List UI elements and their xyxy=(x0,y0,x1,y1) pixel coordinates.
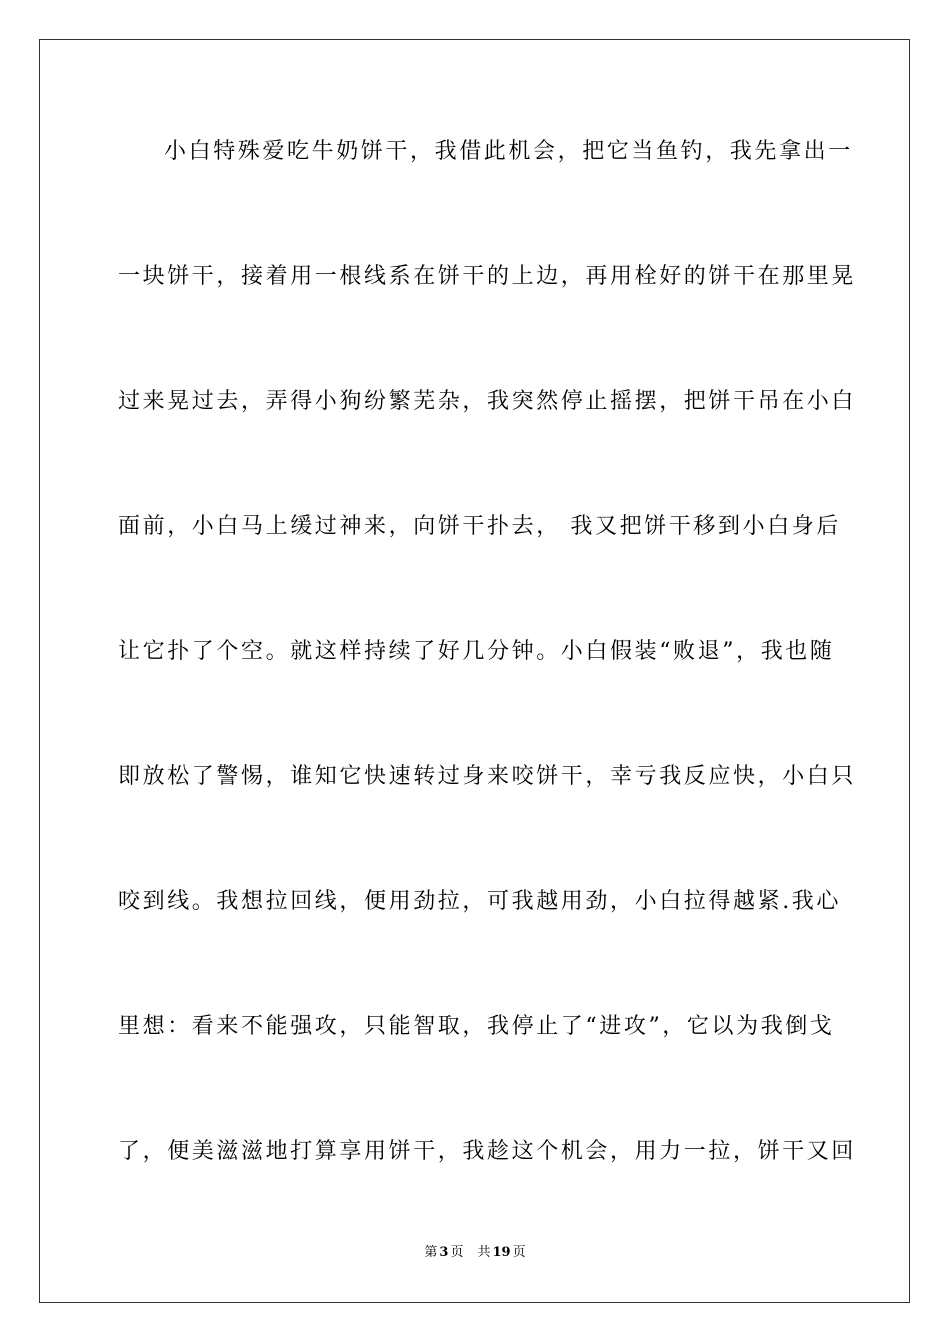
total-suffix: 页 xyxy=(512,1245,526,1260)
page-border xyxy=(39,39,910,1303)
paragraph-line: 咬到线。我想拉回线，便用劲拉，可我越用劲，小白拉得越紧.我心 xyxy=(118,889,841,914)
page-suffix: 页 xyxy=(450,1245,464,1260)
paragraph-line: 即放松了警惕，谁知它快速转过身来咬饼干，幸亏我反应快，小白只 xyxy=(118,764,857,789)
paragraph-line: 小白特殊爱吃牛奶饼干，我借此机会，把它当鱼钓，我先拿出一 xyxy=(164,139,853,164)
paragraph-line: 了，便美滋滋地打算享用饼干，我趁这个机会，用力一拉，饼干又回 xyxy=(118,1139,857,1164)
paragraph-line: 一块饼干，接着用一根线系在饼干的上边，再用栓好的饼干在那里晃 xyxy=(118,264,857,289)
page-number: 3 xyxy=(439,1245,449,1260)
total-prefix: 共 xyxy=(477,1245,491,1260)
page-footer xyxy=(0,1244,950,1262)
total-pages: 19 xyxy=(492,1245,511,1260)
paragraph-line: 过来晃过去，弄得小狗纷繁芜杂，我突然停止摇摆，把饼干吊在小白 xyxy=(118,389,857,414)
paragraph-line: 让它扑了个空。就这样持续了好几分钟。小白假装“败退”，我也随 xyxy=(118,639,835,664)
paragraph-line: 里想：看来不能强攻，只能智取，我停止了“进攻”，它以为我倒戈 xyxy=(118,1014,835,1039)
page-prefix: 第 xyxy=(424,1245,438,1260)
paragraph-line: 面前，小白马上缓过神来，向饼干扑去， 我又把饼干移到小白身后 xyxy=(118,514,841,539)
